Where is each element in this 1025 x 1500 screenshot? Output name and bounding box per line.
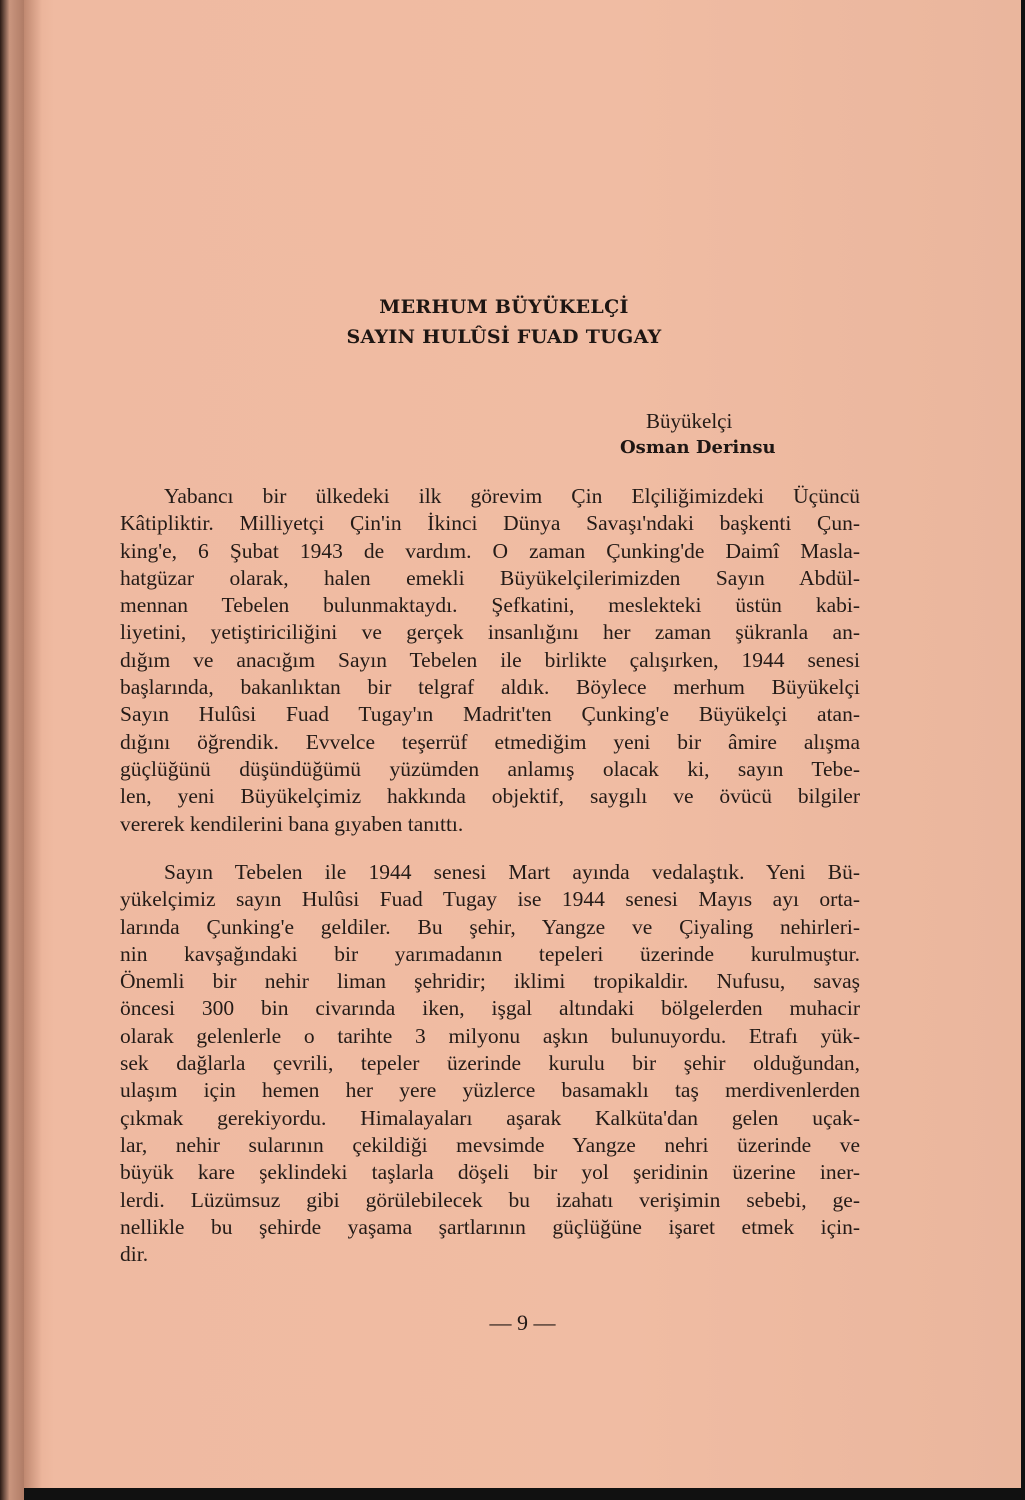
text-line: liyetini, yetiştiriciliğini ve gerçek insanlığını her zaman şükranla an-: [120, 620, 860, 645]
text-line: Sayın Hulûsi Fuad Tugay'ın Madrit'ten Çunking'e Büyükelçi atan-: [120, 702, 860, 727]
text-line: lar, nehir sularının çekildiği mevsimde Yangze nehri üzerinde ve: [120, 1132, 860, 1157]
article-title-line-2: SAYIN HULÛSİ FUAD TUGAY: [346, 326, 662, 348]
text-line: larında Çunking'e geldiler. Bu şehir, Yangze ve Çiyaling nehirleri-: [120, 914, 860, 939]
text-line: ulaşım için hemen her yere yüzlerce basamaklı taş merdivenlerden: [120, 1078, 860, 1103]
author-name: Osman Derinsu: [620, 437, 776, 458]
text-line: len, yeni Büyükelçimiz hakkında objektif, saygılı ve övücü bilgiler: [120, 784, 860, 809]
text-line: nellikle bu şehirde yaşama şartlarının güçlüğüne işaret etmek için-: [120, 1214, 860, 1239]
text-line: Sayın Tebelen ile 1944 senesi Mart ayında vedalaştık. Yeni Bü-: [164, 860, 860, 884]
text-line: çıkmak gerekiyordu. Himalayaları aşarak Kalküta'dan gelen uçak-: [120, 1105, 860, 1130]
text-line: yükelçimiz sayın Hulûsi Fuad Tugay ise 1944 senesi Mayıs ayı orta-: [120, 887, 860, 912]
article-title-line-1: MERHUM BÜYÜKELÇİ: [379, 296, 629, 318]
text-line: olarak gelenlerle o tarihte 3 milyonu aşkın bulunuyordu. Etrafı yük-: [120, 1023, 860, 1048]
text-line: başlarında, bakanlıktan bir telgraf aldık. Böylece merhum Büyükelçi: [120, 675, 860, 700]
paragraph-2: [120, 859, 860, 1268]
text-line: Yabancı bir ülkedeki ilk görevim Çin Elçiliğimizdeki Üçüncü: [164, 484, 860, 508]
text-line: güçlüğünü düşündüğümü yüzümden anlamış olacak ki, sayın Tebe-: [120, 756, 860, 781]
text-line: dığım ve anacığım Sayın Tebelen ile birlikte çalışırken, 1944 senesi: [120, 647, 860, 672]
text-line: lerdi. Lüzümsuz gibi görülebilecek bu izahatı verişimin sebebi, ge-: [120, 1187, 860, 1212]
text-line: dığını öğrendik. Evvelce teşerrüf etmediğim yeni bir âmire alışma: [120, 729, 860, 754]
text-line: vererek kendilerini bana gıyaben tanıttı.: [120, 811, 464, 836]
text-line: king'e, 6 Şubat 1943 de vardım. O zaman Çunking'de Daimî Masla-: [120, 538, 860, 563]
text-line: nin kavşağındaki bir yarımadanın tepeleri üzerinde kurulmuştur.: [120, 941, 860, 966]
text-line: sek dağlarla çevrili, tepeler üzerinde kurulu bir şehir olduğundan,: [120, 1051, 860, 1076]
paragraph-1: [120, 483, 860, 838]
text-line: öncesi 300 bin civarında iken, işgal altındaki bölgelerden muhacir: [120, 996, 860, 1021]
page-number: — 9 —: [489, 1310, 556, 1335]
book-page: [24, 0, 1021, 1488]
text-line: dir.: [120, 1242, 149, 1267]
book-spine-edge: [0, 0, 24, 1500]
text-line: hatgüzar olarak, halen emekli Büyükelçilerimizden Sayın Abdül-: [120, 565, 860, 590]
text-line: Kâtipliktir. Milliyetçi Çin'in İkinci Dünya Savaşı'ndaki başkenti Çun-: [120, 511, 860, 536]
author-role: Büyükelçi: [646, 409, 733, 433]
text-line: mennan Tebelen bulunmaktaydı. Şefkatini, meslekteki üstün kabi-: [120, 593, 860, 618]
page-gutter-shadow: [24, 0, 42, 1488]
text-line: büyük kare şeklindeki taşlarla döşeli bir yol şeridinin üzerine iner-: [120, 1160, 860, 1185]
text-line: Önemli bir nehir liman şehridir; iklimi tropikaldir. Nufusu, savaş: [120, 969, 860, 994]
